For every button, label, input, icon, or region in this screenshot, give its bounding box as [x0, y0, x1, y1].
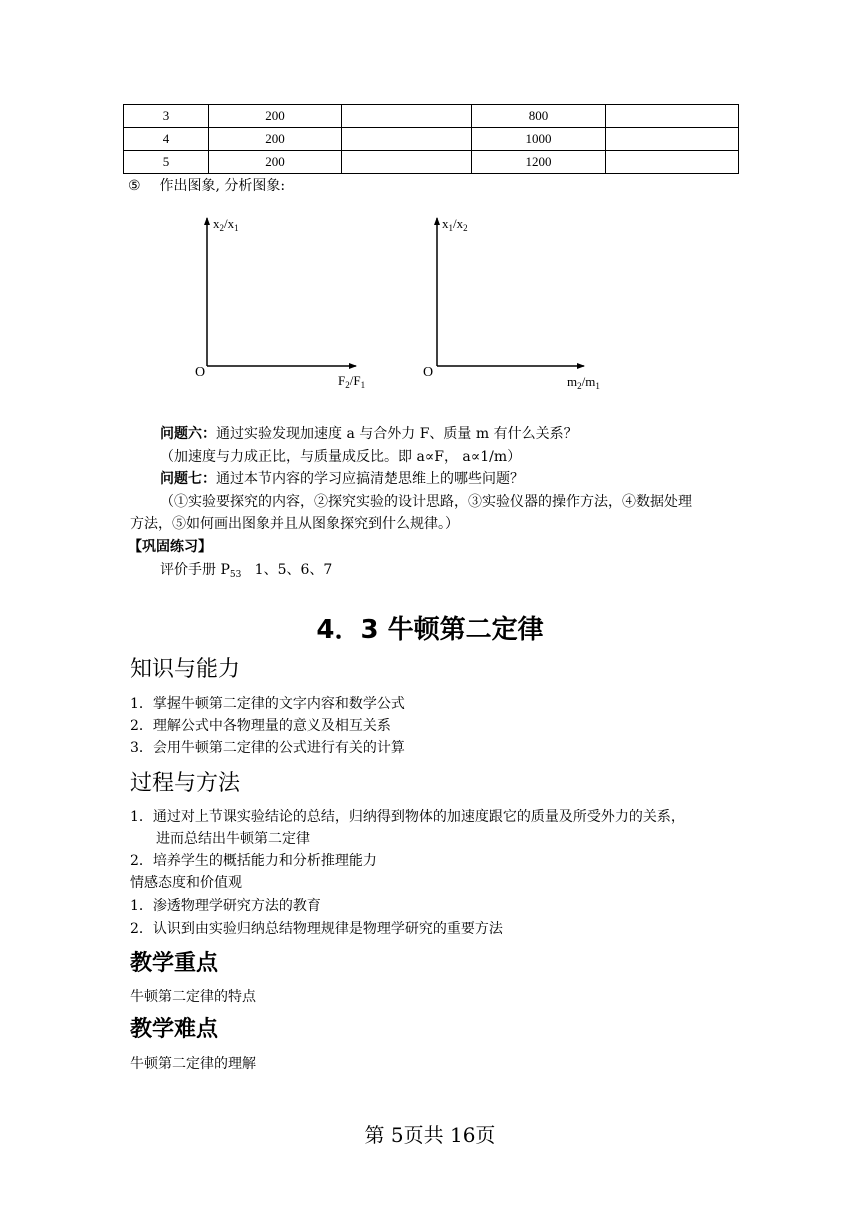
question-seven-text: 通过本节内容的学习应搞清楚思维上的哪些问题？ [216, 471, 524, 487]
emotion-heading: 情感态度和价值观 [130, 875, 242, 891]
table-cell: 800 [472, 105, 606, 128]
graph1-origin-label: O [195, 365, 206, 380]
page-footer: 第 5页共 16页 [364, 1123, 496, 1147]
process-item-1-line2: 进而总结出牛顿第二定律 [156, 831, 310, 847]
step5-number: ⑤ [128, 178, 141, 194]
difficulty-heading: 教学难点 [130, 1017, 219, 1042]
question-six-text: 通过实验发现加速度 a 与合外力 F、质量 m 有什么关系？ [216, 426, 578, 442]
question-seven [160, 469, 524, 489]
table-cell: 200 [209, 151, 342, 174]
knowledge-item-3: 3．会用牛顿第二定律的公式进行有关的计算 [130, 740, 405, 756]
process-heading: 过程与方法 [130, 771, 241, 796]
table-cell: 200 [209, 105, 342, 128]
knowledge-item-2: 2．理解公式中各物理量的意义及相互关系 [130, 718, 391, 734]
graph2-x-label: $m_2/m_1$ [567, 374, 600, 391]
section-title: 4．3 牛顿第二定律 [316, 615, 544, 645]
graph2-origin-label: O [423, 365, 434, 380]
table-cell: 5 [124, 151, 209, 174]
table-cell: 200 [209, 128, 342, 151]
answer-seven-line2: 方法，⑤如何画出图象并且从图象探究到什么规律。） [130, 516, 459, 532]
table-cell: 1200 [472, 151, 606, 174]
emotion-item-2: 2．认识到由实验归纳总结物理规律是物理学研究的重要方法 [130, 921, 503, 937]
graph2-y-label: $x_1/x_2$ [442, 216, 468, 233]
process-item-1-line1: 1．通过对上节课实验结论的总结，归纳得到物体的加速度跟它的质量及所受外力的关系， [130, 809, 685, 825]
answer-seven-line1: （①实验要探究的内容，②探究实验的设计思路，③实验仪器的操作方法，④数据处理 [160, 494, 692, 510]
key-point-heading: 教学重点 [130, 951, 219, 976]
graph1-axes [207, 218, 356, 366]
graph1-y-label: $x_2/x_1$ [213, 216, 239, 233]
table-cell: 1000 [472, 128, 606, 151]
knowledge-heading: 知识与能力 [130, 657, 241, 682]
graph1-x-label: $F_2/F_1$ [338, 373, 366, 390]
question-seven-label: 问题七： [160, 471, 216, 487]
practice-heading: 【巩固练习】 [128, 539, 212, 555]
question-six [160, 424, 578, 444]
question-six-label: 问题六： [160, 426, 216, 442]
step5-text: 作出图象, 分析图象: [159, 178, 286, 194]
practice-line: 评价手册 $P_{53}$ 1、5、6、7 [160, 562, 333, 580]
knowledge-item-1: 1．掌握牛顿第二定律的文字内容和数学公式 [130, 696, 405, 712]
graph2-axes [437, 218, 584, 366]
difficulty-text: 牛顿第二定律的理解 [130, 1056, 256, 1072]
key-point-text: 牛顿第二定律的特点 [130, 989, 256, 1005]
graph-axes [0, 0, 860, 420]
emotion-item-1: 1．渗透物理学研究方法的教育 [130, 898, 321, 914]
answer-six: （加速度与力成正比，与质量成反比。即 a∝F， a∝1/m） [160, 449, 522, 465]
table-cell: 3 [124, 105, 209, 128]
table-cell: 4 [124, 128, 209, 151]
process-item-2: 2．培养学生的概括能力和分析推理能力 [130, 853, 377, 869]
